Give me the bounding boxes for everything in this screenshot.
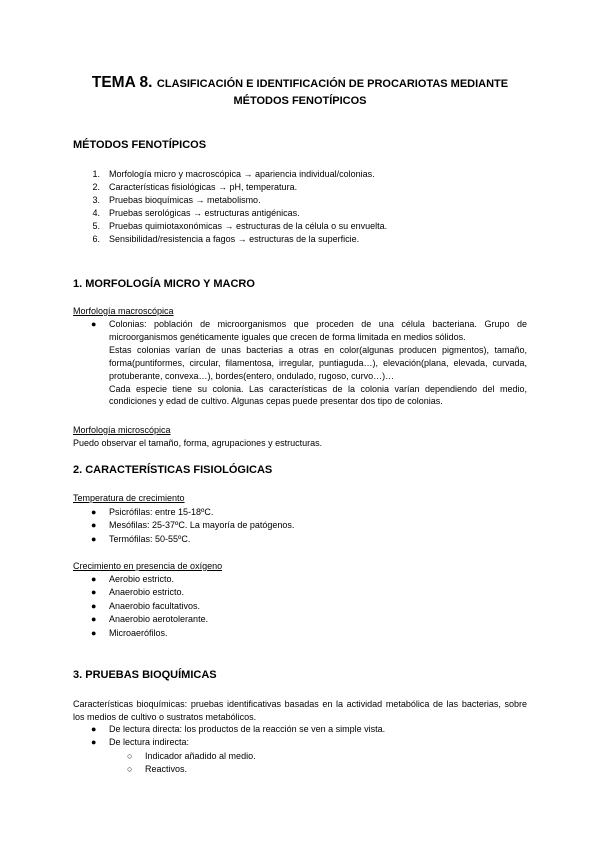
macro-paragraph-3: Cada especie tiene su colonia. Las características de la colonia varían dependiendo del medio, condiciones y edad de cultivo. Algunas cepas puede presentar dos tipo de colonias. [109, 383, 527, 407]
bioquimicas-intro: Características bioquímicas: pruebas identificativas basadas en la actividad metabólica de las bacterias, sobre los medios de cultivo o sustratos metabólicos. [73, 699, 527, 722]
subheading-temperatura: Temperatura de crecimiento [73, 493, 185, 503]
sub-list-item: ○ Indicador añadido al medio. [73, 750, 527, 763]
oxygen-list [73, 573, 527, 640]
metodos-list [73, 168, 533, 245]
temperature-list [73, 506, 527, 546]
title-prefix: TEMA 8. [91, 74, 153, 91]
bioquimicas-list [73, 723, 527, 777]
bullet-icon: ● [91, 724, 97, 734]
subheading-oxigeno: Crecimiento en presencia de oxígeno [73, 561, 223, 571]
section-heading-bioquimicas: 3. PRUEBAS BIOQUÍMICAS [73, 669, 217, 681]
section-heading-metodos: MÉTODOS FENOTÍPICOS [73, 139, 207, 151]
macro-paragraph-2: Estas colonias varían de unas bacterias a otras en color(algunas producen pigmentos), tamaño, forma(puntiformes, circular, filamentosa, irregular, puntiaguda…), elevación(plana, elevada, curvada, protuberante, convexa…), bordes(entero, ondulado, rugoso, curvo…)… [109, 344, 527, 381]
list-item: ● Anaerobio facultativos. [73, 600, 527, 613]
micro-text: Puedo observar el tamaño, forma, agrupaciones y estructuras. [73, 438, 323, 448]
sub-list-item: ○ Reactivos. [73, 763, 527, 776]
list-item: 1. Morfología micro y macroscópica → apariencia individual/colonias. [92, 169, 375, 179]
bullet-icon: ● [91, 614, 97, 625]
list-item: 4. Pruebas serológicas → estructuras antigénicas. [92, 207, 300, 218]
title-line-2: MÉTODOS FENOTÍPICOS [233, 95, 367, 107]
list-item: 2. Características fisiológicas → pH, temperatura. [92, 181, 298, 192]
list-item: ● Aerobio estricto. [73, 573, 527, 586]
list-item: 3. Pruebas bioquímicas → metabolismo. [92, 194, 261, 205]
bullet-icon: ● [91, 627, 97, 638]
bullet-icon: ● [91, 533, 97, 544]
bullet-icon: ● [91, 507, 97, 517]
document-title [40, 74, 560, 110]
bullet-icon: ● [91, 319, 97, 329]
macro-item-text: Colonias: población de microorganismos que proceden de una célula bacteriana. Grupo de microorganismos genéticamente iguales que crecen de forma limitada en medios sólidos. [109, 319, 527, 342]
list-item [73, 318, 527, 408]
list-item: ● Psicrófilas: entre 15-18ºC. [73, 506, 527, 519]
list-item: ● Anaerobio aerotolerante. [73, 613, 527, 626]
subheading-microscopica: Morfología microscópica [73, 425, 171, 435]
bullet-icon: ● [91, 574, 97, 584]
bullet-icon: ● [91, 520, 97, 531]
subheading-macroscopica: Morfología macroscópica [73, 306, 174, 316]
title-line-1: CLASIFICACIÓN E IDENTIFICACIÓN DE PROCARIOTAS MEDIANTE [156, 78, 509, 90]
bullet-icon: ● [91, 737, 97, 748]
section-heading-morfologia: 1. MORFOLOGÍA MICRO Y MACRO [73, 278, 255, 290]
list-item: ● De lectura indirecta: [73, 736, 527, 749]
section-heading-fisiologicas: 2. CARACTERÍSTICAS FISIOLÓGICAS [73, 464, 273, 476]
list-item: ● De lectura directa: los productos de la reacción se ven a simple vista. [73, 723, 527, 736]
bullet-icon: ● [91, 587, 97, 598]
list-item: ● Mesófilas: 25-37ºC. La mayoría de patógenos. [73, 519, 527, 532]
circle-bullet-icon: ○ [127, 764, 133, 775]
list-item: 6. Sensibilidad/resistencia a fagos → estructuras de la superficie. [92, 233, 360, 244]
circle-bullet-icon: ○ [127, 750, 133, 761]
list-item: ● Microaerófilos. [73, 627, 527, 640]
list-item: ● Termófilas: 50-55ºC. [73, 533, 527, 546]
bullet-icon: ● [91, 600, 97, 611]
macro-list [73, 318, 527, 408]
list-item: 5. Pruebas quimiotaxonómicas → estructuras de la célula o su envuelta. [92, 220, 388, 231]
list-item: ● Anaerobio estricto. [73, 586, 527, 599]
